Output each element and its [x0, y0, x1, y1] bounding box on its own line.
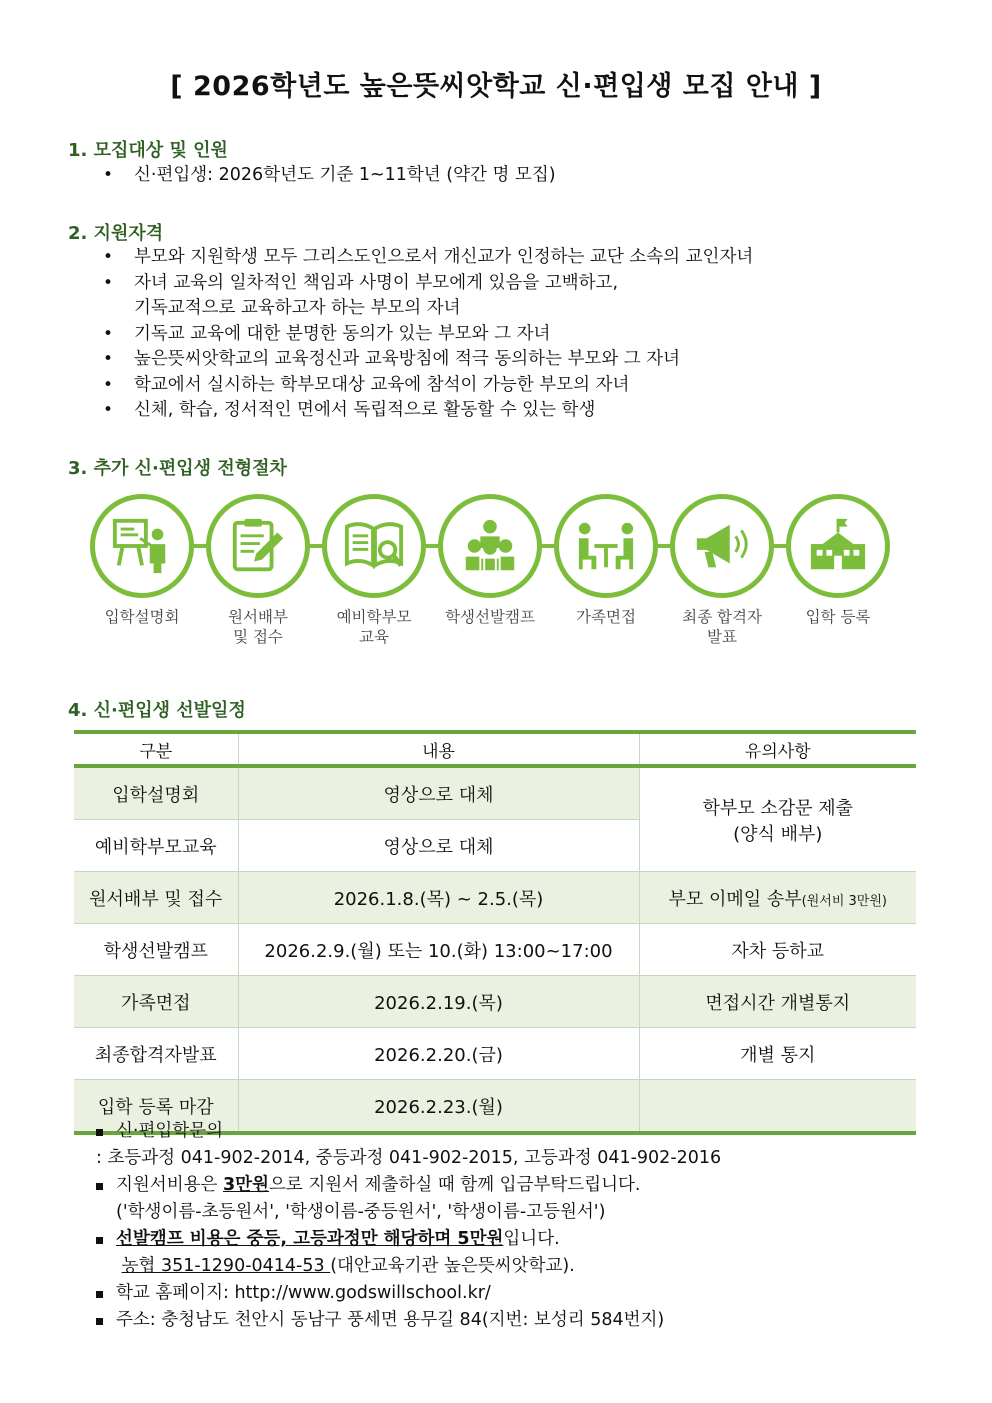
homepage: 학교 홈페이지: http://www.godswillschool.kr/ — [92, 1280, 721, 1307]
category-cell: 원서배부 및 접수 — [74, 872, 238, 924]
step-label: 예비학부모 교육 — [336, 608, 412, 646]
fee-names: ('학생이름-초등원서', '학생이름-중등원서', '학생이름-고등원서') — [116, 1202, 606, 1222]
step-label: 입학 등록 — [805, 608, 871, 626]
account-holder: (대안교육기관 높은뜻씨앗학교). — [330, 1256, 575, 1276]
step-label: 최종 합격자 발표 — [682, 608, 762, 646]
note-cell: 면접시간 개별통지 — [639, 976, 916, 1028]
step-presentation — [84, 494, 200, 627]
schedule-table — [74, 730, 916, 1135]
list-item: • 높은뜻씨앗학교의 교육정신과 교육방침에 적극 동의하는 부모와 그 자녀 — [100, 347, 753, 373]
megaphone-icon — [691, 515, 753, 577]
content-cell: 2026.1.8.(목) ~ 2.5.(목) — [238, 872, 639, 924]
step-application — [200, 494, 316, 647]
column-header: 내용 — [238, 732, 639, 766]
account-number: 농협 351-1290-0414-53 — [121, 1256, 331, 1276]
step-circle — [206, 494, 310, 598]
content-cell: 2026.2.20.(금) — [238, 1028, 639, 1080]
fee-text-end: 으로 지원서 제출하실 때 함께 입금부탁드립니다. — [269, 1175, 641, 1195]
open-book-search-icon — [343, 515, 405, 577]
note-cell: 자차 등하교 — [639, 924, 916, 976]
step-circle — [438, 494, 542, 598]
camp-fee-text-end: 입니다. — [503, 1229, 560, 1249]
category-cell: 최종합격자발표 — [74, 1028, 238, 1080]
fee-note — [92, 1172, 721, 1199]
table-row — [74, 1028, 916, 1080]
list-item: • 학교에서 실시하는 학부모대상 교육에 참석이 가능한 부모의 자녀 — [100, 373, 753, 399]
notes-section — [92, 1118, 721, 1334]
section2-heading: 2. 지원자격 — [68, 223, 164, 244]
table-row — [74, 976, 916, 1028]
camp-fee-amount: 5만원 — [457, 1229, 504, 1249]
page-title: [ 2026학년도 높은뜻씨앗학교 신·편입생 모집 안내 ] — [170, 71, 822, 102]
list-item-continuation: 기독교적으로 교육하고자 하는 부모의 자녀 — [134, 298, 461, 318]
section1-list — [100, 163, 556, 189]
step-label: 입학설명회 — [104, 608, 180, 626]
column-header: 유의사항 — [639, 732, 916, 766]
note-text: 부모 이메일 송부 — [668, 888, 802, 910]
procedure-steps — [88, 494, 898, 654]
inquiry-label: 신·편입학문의 — [92, 1118, 721, 1145]
list-item: • 신체, 학습, 정서적인 면에서 독립적으로 활동할 수 있는 학생 — [100, 398, 753, 424]
list-item: • 기독교 교육에 대한 분명한 동의가 있는 부모와 그 자녀 — [100, 322, 753, 348]
inquiry-phones: : 초등과정 041-902-2014, 중등과정 041-902-2015, 고등과정 041-902-2016 — [96, 1148, 722, 1168]
step-circle — [90, 494, 194, 598]
category-cell: 예비학부모교육 — [74, 820, 238, 872]
step-announcement — [664, 494, 780, 647]
section1-heading: 1. 모집대상 및 인원 — [68, 140, 228, 161]
category-cell: 가족면접 — [74, 976, 238, 1028]
step-camp — [432, 494, 548, 627]
content-cell: 2026.2.19.(목) — [238, 976, 639, 1028]
step-parent-education — [316, 494, 432, 647]
list-item: • 신·편입생: 2026학년도 기준 1~11학년 (약간 명 모집) — [100, 163, 556, 189]
school-building-icon — [807, 515, 869, 577]
step-label: 원서배부 및 접수 — [228, 608, 288, 646]
table-header-row — [74, 732, 916, 766]
step-circle — [554, 494, 658, 598]
section2-list — [100, 245, 753, 424]
camp-fee-note — [92, 1226, 721, 1253]
list-item: • 자녀 교육의 일차적인 책임과 사명이 부모에게 있음을 고백하고, — [100, 271, 753, 297]
fee-amount: 3만원 — [223, 1175, 269, 1195]
note-cell: 개별 통지 — [639, 1028, 916, 1080]
group-people-icon — [459, 515, 521, 577]
note-cell — [639, 872, 916, 924]
list-item: • 부모와 지원학생 모두 그리스도인으로서 개신교가 인정하는 교단 소속의 교인자녀 — [100, 245, 753, 271]
category-cell: 학생선발캠프 — [74, 924, 238, 976]
step-interview — [548, 494, 664, 627]
step-circle — [322, 494, 426, 598]
column-header: 구분 — [74, 732, 238, 766]
camp-fee-text: 선발캠프 비용은 중등, 고등과정만 해당하며 — [116, 1229, 458, 1249]
presentation-icon — [111, 515, 173, 577]
table-row — [74, 766, 916, 820]
note-line: 학부모 소감문 제출 — [702, 797, 854, 819]
category-cell: 입학설명회 — [74, 766, 238, 820]
content-cell: 2026.2.9.(월) 또는 10.(화) 13:00~17:00 — [238, 924, 639, 976]
step-circle — [670, 494, 774, 598]
note-small-text: (원서비 3만원) — [801, 893, 887, 909]
content-cell: 영상으로 대체 — [238, 766, 639, 820]
table-row — [74, 924, 916, 976]
note-line: (양식 배부) — [733, 823, 823, 845]
address: 주소: 충청남도 천안시 동남구 풍세면 용무길 84(지번: 보성리 584번지) — [92, 1307, 721, 1334]
content-cell: 2026.2.23.(월) — [238, 1080, 639, 1134]
step-circle — [786, 494, 890, 598]
application-form-icon — [227, 515, 289, 577]
section3-heading: 3. 추가 신·편입생 전형절차 — [68, 458, 287, 479]
bank-account — [92, 1253, 721, 1280]
content-cell: 영상으로 대체 — [238, 820, 639, 872]
table-row — [74, 872, 916, 924]
step-registration — [780, 494, 896, 627]
step-label: 가족면접 — [576, 608, 636, 626]
step-label: 학생선발캠프 — [445, 608, 535, 626]
interview-table-icon — [575, 515, 637, 577]
section4-heading: 4. 신·편입생 선발일정 — [68, 700, 246, 721]
category-cell: 입학 등록 마감 — [74, 1080, 238, 1134]
merged-note-cell — [639, 766, 916, 872]
fee-text: 지원서비용은 — [116, 1175, 223, 1195]
